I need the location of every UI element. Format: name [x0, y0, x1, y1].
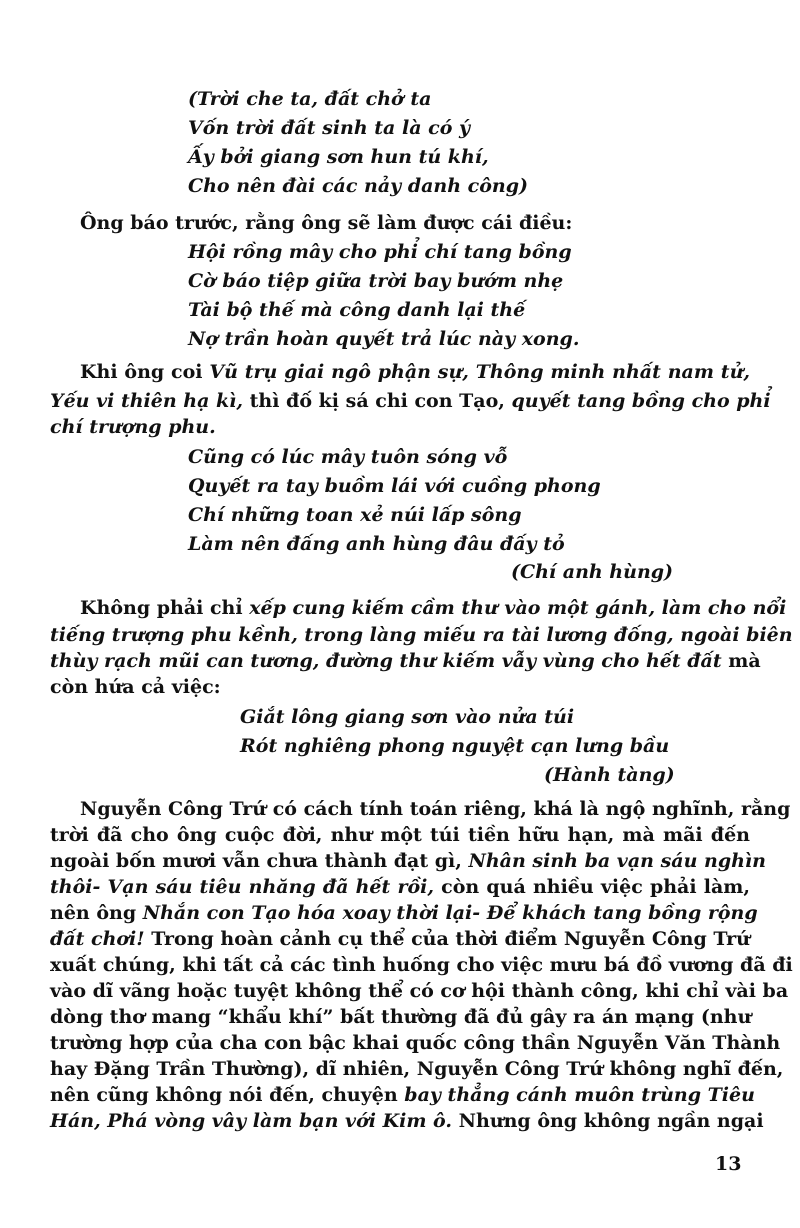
page-number: 13: [715, 1153, 742, 1175]
verse2-line-3: Tài bộ thế mà công danh lại thế: [188, 299, 526, 321]
verse1-line-2: Vốn trời đất sinh ta là có ý: [188, 117, 471, 139]
para3-line-1: [80, 597, 787, 619]
para4-text: Trong hoàn cảnh cụ thể của thời điểm Nguyễn Công Trứ: [144, 928, 750, 950]
para1-line-1: Ông báo trước, rằng ông sẽ làm được cái điều:: [80, 212, 573, 234]
para3-text: mà: [721, 650, 761, 672]
para4-italic-text: thôi- Vạn sáu tiêu nhăng đã hết rồi,: [50, 876, 434, 898]
para2-text: Khi ông coi: [80, 361, 210, 383]
para4-text: nên cũng không nói đến, chuyện: [50, 1084, 405, 1106]
para3-text: Không phải chỉ: [80, 597, 250, 619]
para4-text: còn quá nhiều việc phải làm,: [433, 876, 750, 898]
verse1-line-4: Cho nên đài các nảy danh công): [188, 175, 528, 197]
verse2-line-1: Hội rồng mây cho phỉ chí tang bồng: [188, 241, 572, 263]
verse3-line-2: Quyết ra tay buồm lái với cuồng phong: [188, 475, 601, 497]
verse1-line-3: Ấy bởi giang sơn hun tú khí,: [188, 146, 489, 168]
para4-italic-text: Hán, Phá vòng vây làm bạn với Kim ô.: [50, 1110, 452, 1132]
verse3-line-3: Chí những toan xẻ núi lấp sông: [188, 504, 522, 526]
para2-italic-text: Vũ trụ giai ngô phận sự, Thông minh nhất nam tử,: [209, 361, 751, 383]
verse3-line-4: Làm nên đấng anh hùng đâu đấy tỏ: [188, 533, 565, 555]
para4-line-2: trời đã cho ông cuộc đời, như một túi tiền hữu hạn, mà mãi đến: [50, 824, 750, 846]
para4-line-1: Nguyễn Công Trứ có cách tính toán riêng, khá là ngộ nghĩnh, rằng: [80, 798, 791, 820]
verse4-line-2: Rót nghiêng phong nguyệt cạn lưng bầu: [240, 735, 670, 757]
para4-italic-text: Nhắn con Tạo hóa xoay thời lại- Để khách tang bồng rộng: [142, 902, 758, 924]
para4-line-5: [50, 902, 758, 924]
verse2-line-4: Nợ trần hoàn quyết trả lúc này xong.: [188, 328, 580, 350]
para3-italic-text: xếp cung kiếm cầm thư vào một gánh, làm cho nổi: [249, 597, 787, 619]
para3-line-2: tiếng trượng phu kềnh, trong làng miếu ra tài lương đống, ngoài biên: [50, 624, 793, 646]
para4-line-11: hay Đặng Trần Thường), dĩ nhiên, Nguyễn Công Trứ không nghĩ đến,: [50, 1058, 784, 1080]
verse3-source: (Chí anh hùng): [511, 561, 674, 583]
verse1-line-1: (Trời che ta, đất chở ta: [188, 88, 432, 110]
para4-line-4: [50, 876, 750, 898]
para4-text: Nhưng ông không ngần ngại: [452, 1110, 764, 1132]
para4-line-3: [50, 850, 766, 872]
para4-text: ngoài bốn mươi vẫn chưa thành đạt gì,: [50, 850, 469, 872]
para4-line-6: [50, 928, 750, 950]
para2-italic-text: Yếu vi thiên hạ kì,: [50, 390, 244, 412]
para2-line-1: [80, 361, 750, 383]
para4-italic-text: bay thẳng cánh muôn trùng Tiêu: [404, 1084, 755, 1106]
para4-text: nên ông: [50, 902, 143, 924]
verse2-line-2: Cờ báo tiệp giữa trời bay bướm nhẹ: [188, 270, 564, 292]
verse4-line-1: Giắt lông giang sơn vào nửa túi: [240, 706, 575, 728]
verse4-source: (Hành tàng): [544, 764, 675, 786]
para4-line-12: [50, 1084, 755, 1106]
para4-line-10: trường hợp của cha con bậc khai quốc công thần Nguyễn Văn Thành: [50, 1032, 781, 1054]
para2-line-2: [50, 390, 771, 412]
para4-italic-text: Nhân sinh ba vạn sáu nghìn: [468, 850, 766, 872]
para2-italic-text: quyết tang bồng cho phỉ: [511, 390, 771, 412]
para4-line-13: [50, 1110, 764, 1132]
verse3-line-1: Cũng có lúc mây tuôn sóng vỗ: [188, 446, 508, 468]
para2-line-3: chí trượng phu.: [50, 416, 216, 438]
para4-line-7: xuất chúng, khi tất cả các tình huống cho việc mưu bá đồ vương đã đi: [50, 954, 793, 976]
para3-italic-text: thùy rạch mũi can tương, đường thư kiếm vẫy vùng cho hết đất: [50, 650, 722, 672]
para4-italic-text: đất chơi!: [50, 928, 145, 950]
para3-line-3: [50, 650, 761, 672]
para3-line-4: còn hứa cả việc:: [50, 676, 221, 698]
para2-text: thì đố kị sá chi con Tạo,: [243, 390, 512, 412]
para4-line-9: dòng thơ mang “khẩu khí” bất thường đã đủ gây ra án mạng (như: [50, 1006, 752, 1028]
para4-line-8: vào dĩ vãng hoặc tuyệt không thể có cơ hội thành công, khi chỉ vài ba: [50, 980, 789, 1002]
